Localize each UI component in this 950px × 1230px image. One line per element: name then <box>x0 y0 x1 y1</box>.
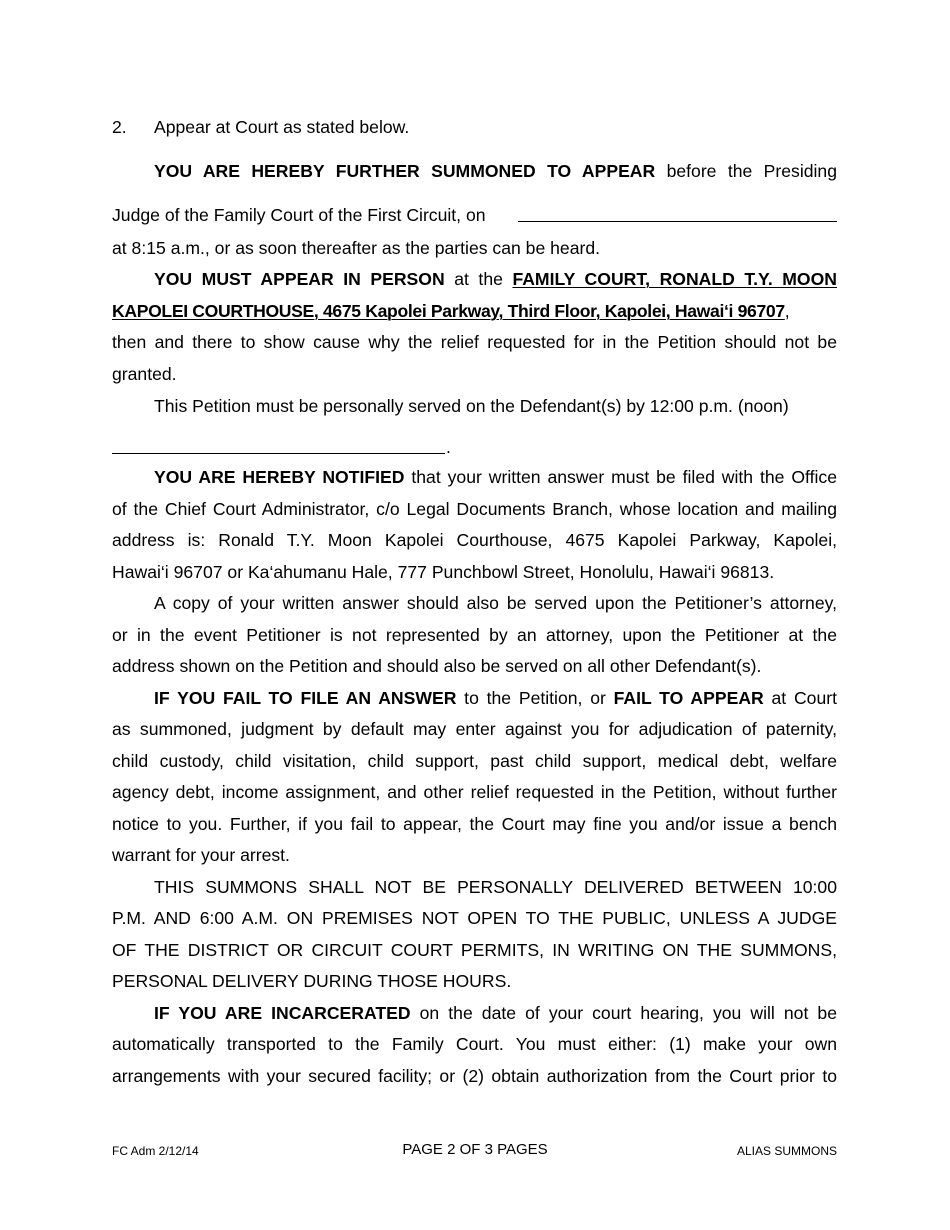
item-number: 2. <box>112 117 127 137</box>
notified-line-1: YOU ARE HEREBY NOTIFIED that your written answer must be filed with the Office <box>154 467 837 487</box>
fail-line-5: notice to you. Further, if you fail to appear, the Court may fine you and/or issue a bench <box>112 814 837 834</box>
summoned-heading: YOU ARE HEREBY FURTHER SUMMONED TO APPEAR <box>154 161 656 181</box>
fail-appear-heading: FAIL TO APPEAR <box>613 688 764 708</box>
notified-heading: YOU ARE HEREBY NOTIFIED <box>154 467 405 487</box>
courthouse-address: KAPOLEI COURTHOUSE, 4675 Kapolei Parkway, Third Floor, Kapolei, Hawai‘i 96707 <box>112 301 785 321</box>
appear-line-1: YOU MUST APPEAR IN PERSON at the FAMILY COURT, RONALD T.Y. MOON <box>154 269 837 289</box>
summoned-line-3: at 8:15 a.m., or as soon thereafter as the parties can be heard. <box>112 238 601 258</box>
delivery-line-4: PERSONAL DELIVERY DURING THOSE HOURS. <box>112 971 512 991</box>
fail-line-3: child custody, child visitation, child support, past child support, medical debt, welfare <box>112 751 837 771</box>
delivery-line-1: THIS SUMMONS SHALL NOT BE PERSONALLY DELIVERED BETWEEN 10:00 <box>154 877 837 897</box>
notified-line-3: address is: Ronald T.Y. Moon Kapolei Courthouse, 4675 Kapolei Parkway, Kapolei, <box>112 530 837 550</box>
appear-heading: YOU MUST APPEAR IN PERSON <box>154 269 445 289</box>
summoned-line-1: YOU ARE HEREBY FURTHER SUMMONED TO APPEAR before the Presiding <box>154 161 837 181</box>
item-2 <box>112 116 837 138</box>
copy-line-1: A copy of your written answer should also be served upon the Petitioner’s attorney, <box>154 593 837 613</box>
summoned-line-2: Judge of the Family Court of the First Circuit, on <box>112 204 837 226</box>
copy-line-3: address shown on the Petition and should also be served on all other Defendant(s). <box>112 656 762 676</box>
appear-line-4: granted. <box>112 364 177 384</box>
served-line-1: This Petition must be personally served on the Defendant(s) by 12:00 p.m. (noon) <box>154 396 789 416</box>
appear-line-3: then and there to show cause why the relief requested for in the Petition should not be <box>112 332 837 352</box>
footer-document-title: ALIAS SUMMONS <box>736 1144 837 1158</box>
courthouse-location: FAMILY COURT, RONALD T.Y. MOON <box>512 269 837 289</box>
incarcerated-line-1: IF YOU ARE INCARCERATED on the date of your court hearing, you will not be <box>154 1003 837 1023</box>
hearing-date-blank[interactable] <box>518 221 837 222</box>
service-deadline-blank[interactable] <box>112 453 445 454</box>
fail-line-4: agency debt, income assignment, and other relief requested in the Petition, without further <box>112 782 837 802</box>
incarcerated-line-3: arrangements with your secured facility; or (2) obtain authorization from the Court prior to <box>112 1066 837 1086</box>
fail-answer-heading: IF YOU FAIL TO FILE AN ANSWER <box>154 688 457 708</box>
incarcerated-line-2: automatically transported to the Family Court. You must either: (1) make your own <box>112 1034 837 1054</box>
fail-line-2: as summoned, judgment by default may enter against you for adjudication of paternity, <box>112 719 837 739</box>
item-text: Appear at Court as stated below. <box>154 117 410 137</box>
copy-line-2: or in the event Petitioner is not represented by an attorney, upon the Petitioner at the <box>112 625 837 645</box>
delivery-line-2: P.M. AND 6:00 A.M. ON PREMISES NOT OPEN TO THE PUBLIC, UNLESS A JUDGE <box>112 908 837 928</box>
notified-line-2: of the Chief Court Administrator, c/o Legal Documents Branch, whose location and mailing <box>112 499 837 519</box>
fail-line-1: IF YOU FAIL TO FILE AN ANSWER to the Petition, or FAIL TO APPEAR at Court <box>154 688 837 708</box>
footer-form-id: FC Adm 2/12/14 <box>112 1144 199 1158</box>
appear-line-2: KAPOLEI COURTHOUSE, 4675 Kapolei Parkway, Third Floor, Kapolei, Hawai‘i 96707, <box>112 301 790 321</box>
delivery-line-3: OF THE DISTRICT OR CIRCUIT COURT PERMITS, IN WRITING ON THE SUMMONS, <box>112 940 837 960</box>
notified-line-4: Hawai‘i 96707 or Ka‘ahumanu Hale, 777 Punchbowl Street, Honolulu, Hawai‘i 96813. <box>112 562 775 582</box>
fail-line-6: warrant for your arrest. <box>112 845 290 865</box>
footer-page-number: PAGE 2 OF 3 PAGES <box>402 1141 548 1158</box>
incarcerated-heading: IF YOU ARE INCARCERATED <box>154 1003 411 1023</box>
